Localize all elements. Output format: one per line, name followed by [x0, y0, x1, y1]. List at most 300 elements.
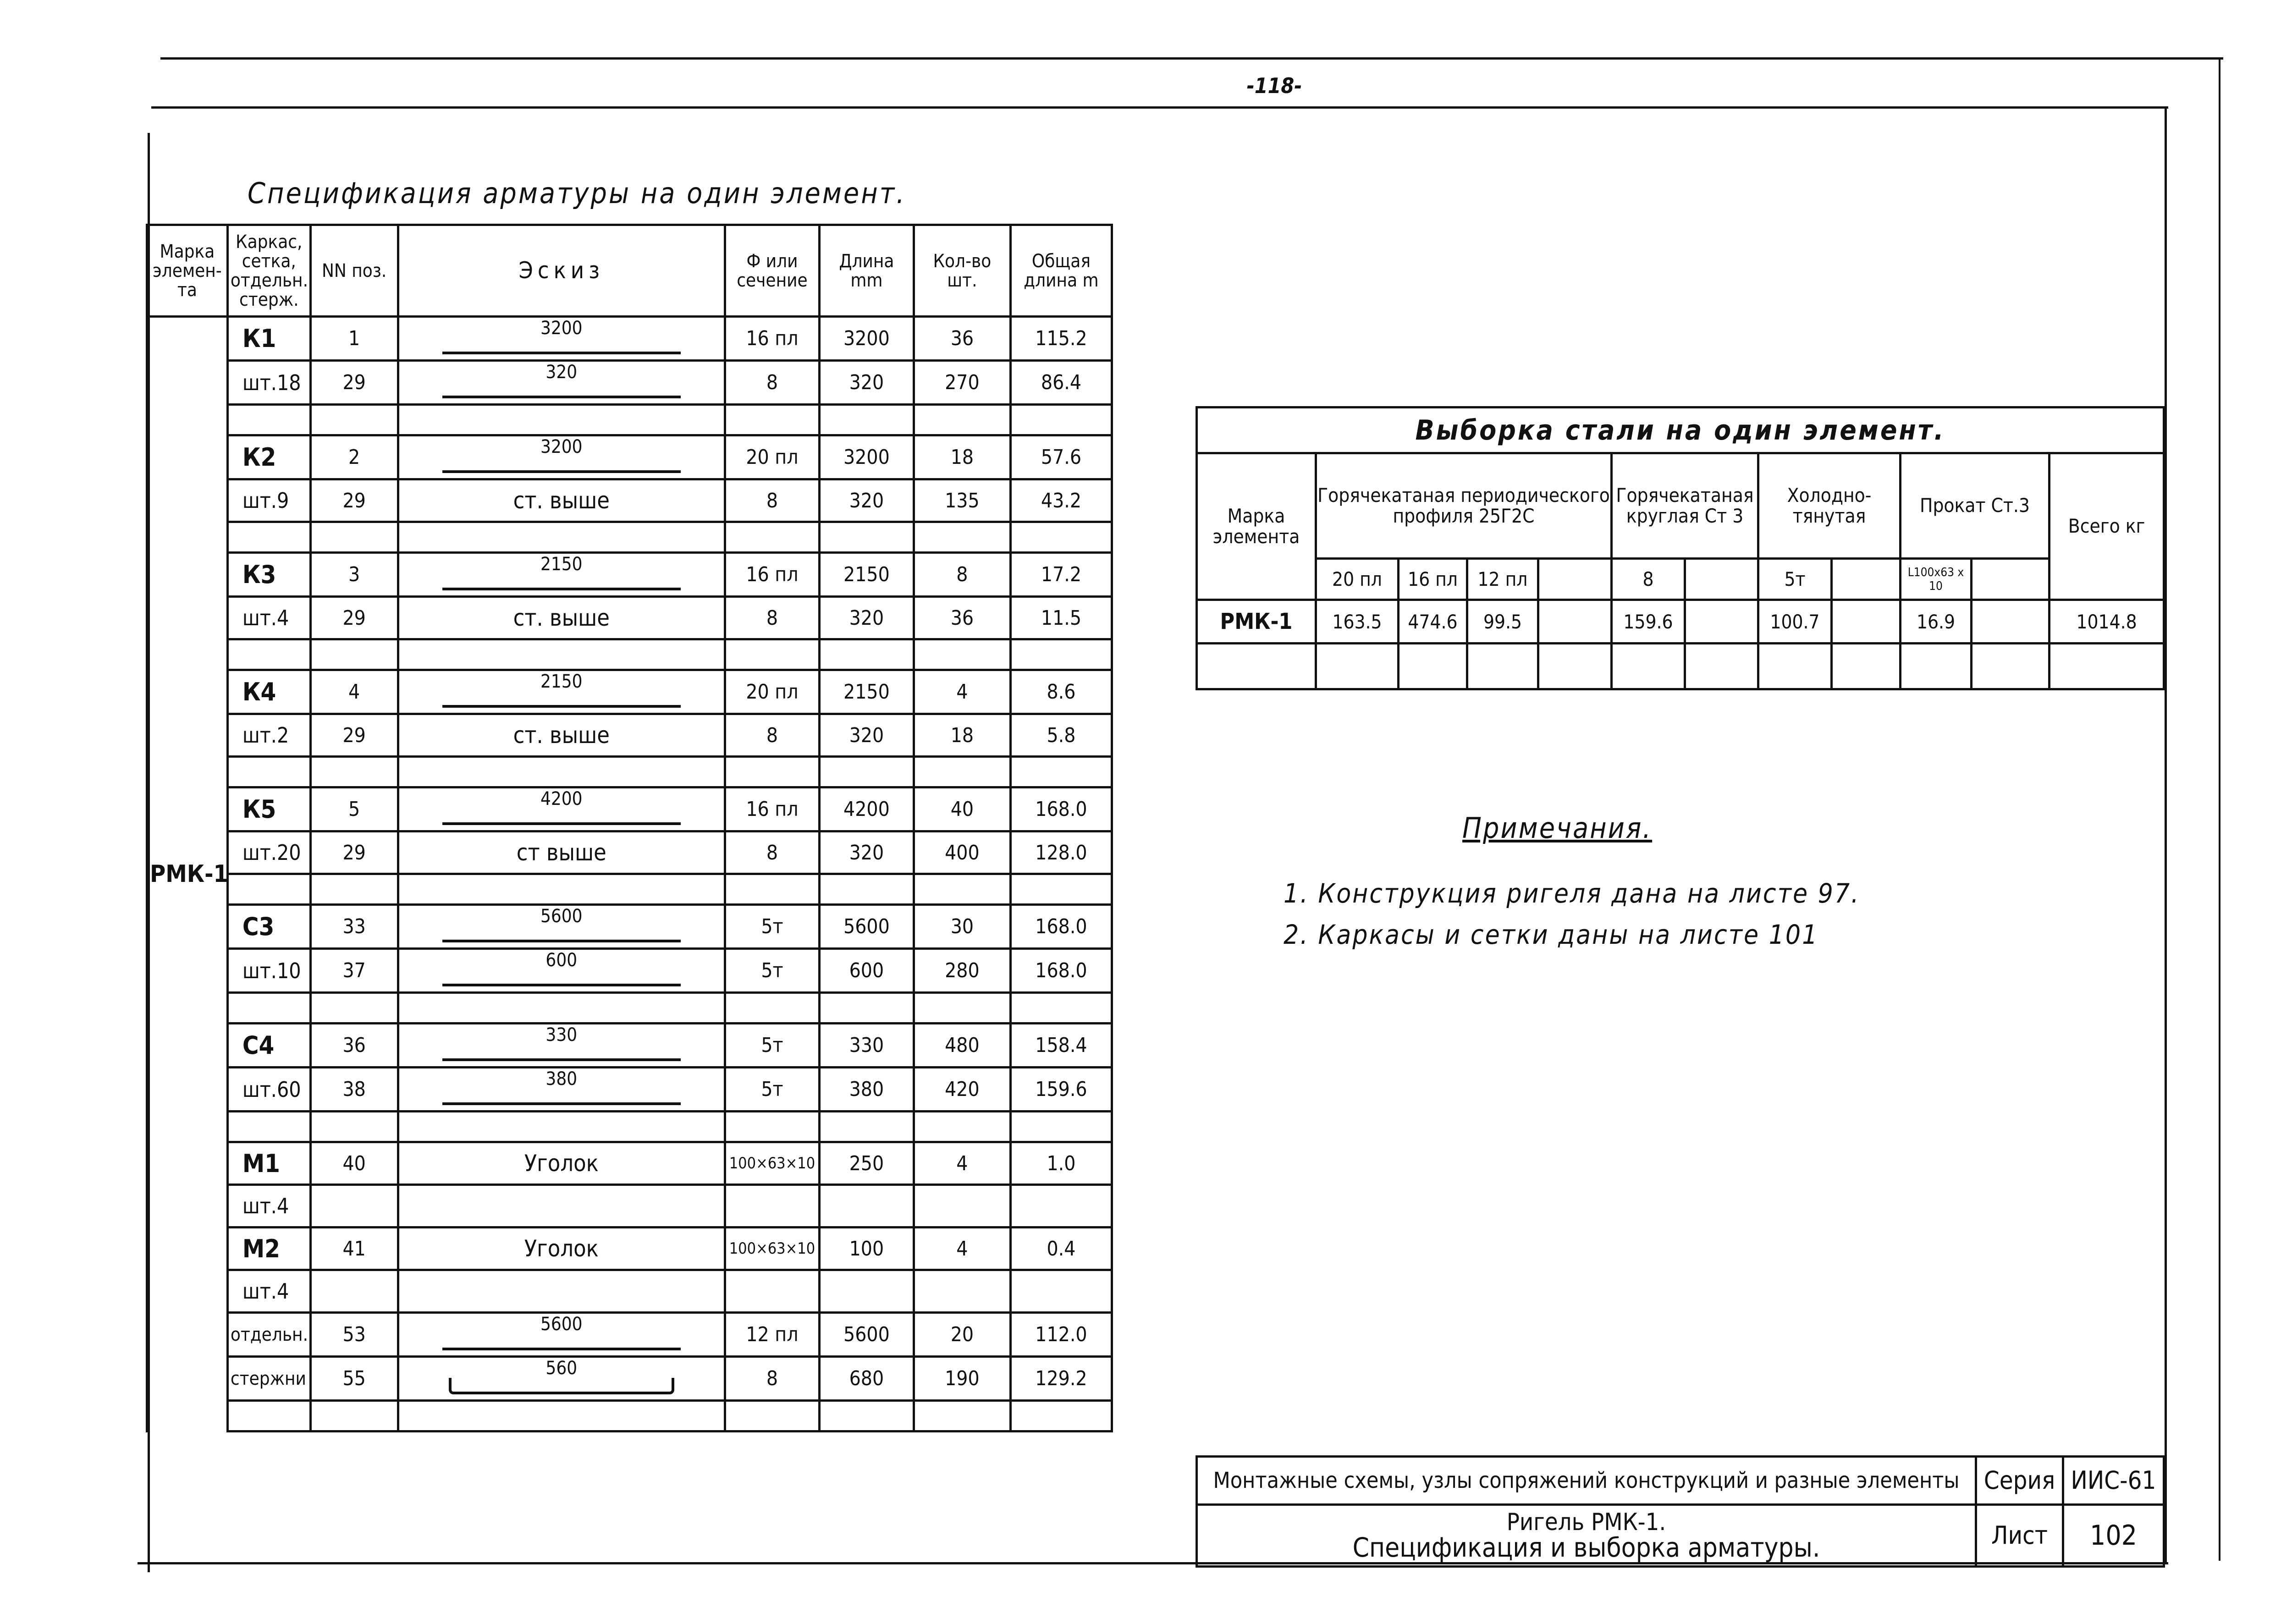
header-mark: Марка элемен-та — [147, 225, 228, 317]
frame-name: К4 — [227, 670, 310, 714]
spec-row — [147, 1068, 1112, 1112]
sketch-text: ст. выше — [513, 722, 610, 749]
empty-cell — [398, 1185, 725, 1228]
cell-dia: 12 пл — [725, 1313, 819, 1357]
empty-cell — [819, 993, 914, 1024]
cell-pos: 29 — [310, 714, 398, 757]
empty-cell — [227, 405, 310, 435]
steel-value: 159.6 — [1612, 600, 1685, 644]
frame-name: К5 — [227, 787, 310, 831]
frame-name: К1 — [227, 317, 310, 361]
cell-total: 168.0 — [1010, 787, 1112, 831]
empty-cell — [819, 874, 914, 905]
steel-mark-header: Марка элемента — [1197, 453, 1316, 600]
empty-cell — [398, 1401, 725, 1431]
steel-sub-header: 5т — [1758, 559, 1832, 600]
cell-cnt: 480 — [914, 1024, 1010, 1068]
empty-cell — [914, 874, 1010, 905]
cell-len: 3200 — [819, 317, 914, 361]
cell-dia: 8 — [725, 479, 819, 522]
sketch-dimension: 320 — [545, 362, 578, 383]
specification-table — [146, 224, 1113, 1432]
cell-cnt: 270 — [914, 361, 1010, 405]
steel-value: 99.5 — [1467, 600, 1538, 644]
sketch-dimension: 2150 — [540, 554, 583, 575]
sketch-cell — [398, 1068, 725, 1112]
cell-total: 1.0 — [1010, 1142, 1112, 1185]
sketch-text: ст. выше — [513, 605, 610, 631]
empty-cell — [398, 874, 725, 905]
sketch-dimension: 3200 — [540, 318, 583, 339]
steel-selection-table — [1196, 406, 2165, 690]
cell-pos: 29 — [310, 597, 398, 639]
frame-qty: шт.4 — [227, 597, 310, 639]
steel-sub-header — [1832, 559, 1901, 600]
note-1: 1. Конструкция ригеля дана на листе 97. — [1284, 878, 1860, 909]
empty-cell — [1010, 639, 1112, 670]
frame-name: М1 — [227, 1142, 310, 1185]
sketch-text: ст. выше — [513, 487, 610, 514]
empty-cell — [725, 1270, 819, 1313]
empty-cell — [310, 1185, 398, 1228]
empty-cell — [1197, 644, 1316, 689]
empty-cell — [725, 874, 819, 905]
sketch-cell — [398, 1357, 725, 1401]
cell-dia: 8 — [725, 714, 819, 757]
empty-cell — [819, 1112, 914, 1142]
notes-title: Примечания. — [1462, 811, 1653, 845]
sketch-cell — [398, 1228, 725, 1270]
steel-row-mark: РМК-1 — [1197, 600, 1316, 644]
empty-cell — [1010, 1270, 1112, 1313]
empty-cell — [398, 1112, 725, 1142]
empty-cell — [227, 522, 310, 553]
spec-row — [147, 1228, 1112, 1270]
empty-cell — [914, 522, 1010, 553]
cell-len: 320 — [819, 479, 914, 522]
header-diameter: Ф или сечение — [725, 225, 819, 317]
cell-dia: 5т — [725, 905, 819, 949]
empty-cell — [1832, 644, 1901, 689]
header-frame: Каркас, сетка, отдельн. стерж. — [227, 225, 310, 317]
empty-cell — [1010, 1112, 1112, 1142]
header-count: Кол-во шт. — [914, 225, 1010, 317]
cell-cnt: 36 — [914, 317, 1010, 361]
empty-cell — [227, 1401, 310, 1431]
steel-total-header: Всего кг — [2050, 453, 2164, 600]
cell-dia: 16 пл — [725, 787, 819, 831]
sketch-cell — [398, 435, 725, 479]
cell-len: 380 — [819, 1068, 914, 1112]
empty-cell — [398, 639, 725, 670]
cell-total: 168.0 — [1010, 905, 1112, 949]
cell-pos: 36 — [310, 1024, 398, 1068]
frame-qty: шт.9 — [227, 479, 310, 522]
spec-row — [147, 1185, 1112, 1228]
steel-cold-drawn: Холодно-тянутая — [1758, 453, 1901, 559]
empty-cell — [1010, 993, 1112, 1024]
rebar-sketch-line — [442, 940, 681, 942]
sketch-cell — [398, 787, 725, 831]
cell-cnt: 4 — [914, 1142, 1010, 1185]
right-outer-line — [2219, 57, 2220, 1561]
empty-cell — [1010, 757, 1112, 787]
cell-cnt: 400 — [914, 831, 1010, 874]
cell-dia: 16 пл — [725, 553, 819, 597]
spacer-row — [147, 874, 1112, 905]
spec-row — [147, 1270, 1112, 1313]
sketch-cell — [398, 670, 725, 714]
sketch-cell — [398, 1024, 725, 1068]
cell-pos: 41 — [310, 1228, 398, 1270]
cell-dia: 100×63×10 — [725, 1228, 819, 1270]
empty-cell — [310, 1270, 398, 1313]
sketch-cell — [398, 905, 725, 949]
spec-row — [147, 317, 1112, 361]
element-mark: РМК-1 — [147, 317, 228, 1431]
cell-dia: 8 — [725, 361, 819, 405]
spec-row — [147, 361, 1112, 405]
cell-pos: 2 — [310, 435, 398, 479]
sketch-dimension: 330 — [545, 1024, 578, 1046]
empty-cell — [1010, 1401, 1112, 1431]
empty-cell — [1467, 644, 1538, 689]
sketch-dimension: 5600 — [540, 1314, 583, 1335]
spec-row — [147, 1142, 1112, 1185]
empty-cell — [914, 405, 1010, 435]
empty-cell — [914, 757, 1010, 787]
spec-row — [147, 597, 1112, 639]
empty-cell — [398, 1270, 725, 1313]
cell-total: 128.0 — [1010, 831, 1112, 874]
cell-total: 158.4 — [1010, 1024, 1112, 1068]
steel-value: 163.5 — [1316, 600, 1399, 644]
cell-total: 86.4 — [1010, 361, 1112, 405]
sketch-dimension: 3200 — [540, 436, 583, 457]
sketch-cell — [398, 597, 725, 639]
spacer-row — [147, 757, 1112, 787]
rebar-sketch-line — [442, 1348, 681, 1350]
empty-cell — [310, 1112, 398, 1142]
frame-qty: шт.10 — [227, 949, 310, 993]
spec-row — [147, 479, 1112, 522]
sketch-dimension: 380 — [545, 1068, 578, 1090]
cell-pos: 53 — [310, 1313, 398, 1357]
empty-cell — [2050, 644, 2164, 689]
empty-cell — [725, 1401, 819, 1431]
steel-sub-header — [1685, 559, 1758, 600]
sketch-cell — [398, 1142, 725, 1185]
empty-cell — [914, 639, 1010, 670]
cell-dia: 8 — [725, 1357, 819, 1401]
cell-len: 2150 — [819, 670, 914, 714]
frame-name: С3 — [227, 905, 310, 949]
empty-cell — [1612, 644, 1685, 689]
steel-value: 100.7 — [1758, 600, 1832, 644]
empty-cell — [914, 1112, 1010, 1142]
empty-cell — [914, 993, 1010, 1024]
cell-total: 115.2 — [1010, 317, 1112, 361]
cell-cnt: 190 — [914, 1357, 1010, 1401]
header-length: Длина mm — [819, 225, 914, 317]
rebar-sketch-line — [442, 822, 681, 825]
empty-cell — [725, 757, 819, 787]
steel-value: 16.9 — [1901, 600, 1972, 644]
cell-pos: 37 — [310, 949, 398, 993]
cell-dia: 5т — [725, 1068, 819, 1112]
empty-cell — [725, 405, 819, 435]
sheet-label: Лист — [1976, 1505, 2063, 1567]
frame-qty: шт.2 — [227, 714, 310, 757]
cell-len: 2150 — [819, 553, 914, 597]
cell-len: 320 — [819, 831, 914, 874]
cell-len: 320 — [819, 361, 914, 405]
spec-row — [147, 670, 1112, 714]
spacer-row — [147, 405, 1112, 435]
cell-pos: 5 — [310, 787, 398, 831]
cell-cnt: 135 — [914, 479, 1010, 522]
sketch-dimension: 600 — [545, 950, 578, 971]
empty-cell — [1316, 644, 1399, 689]
sketch-cell — [398, 479, 725, 522]
sketch-cell — [398, 317, 725, 361]
cell-cnt: 18 — [914, 714, 1010, 757]
cell-dia: 5т — [725, 949, 819, 993]
spec-row — [147, 1024, 1112, 1068]
header-pos: NN поз. — [310, 225, 398, 317]
cell-pos: 55 — [310, 1357, 398, 1401]
frame-name: К2 — [227, 435, 310, 479]
empty-cell — [227, 639, 310, 670]
cell-cnt: 420 — [914, 1068, 1010, 1112]
cell-total: 129.2 — [1010, 1357, 1112, 1401]
empty-cell — [819, 757, 914, 787]
cell-len: 3200 — [819, 435, 914, 479]
cell-total: 17.2 — [1010, 553, 1112, 597]
empty-cell — [1901, 644, 1972, 689]
spacer-row — [147, 993, 1112, 1024]
empty-cell — [1010, 874, 1112, 905]
empty-cell — [725, 522, 819, 553]
empty-cell — [398, 993, 725, 1024]
sketch-cell — [398, 553, 725, 597]
spec-row — [147, 714, 1112, 757]
empty-cell — [398, 757, 725, 787]
steel-value — [1972, 600, 2050, 644]
note-2: 2. Каркасы и сетки даны на листе 101 — [1284, 919, 1819, 950]
sketch-cell — [398, 714, 725, 757]
empty-cell — [310, 522, 398, 553]
empty-cell — [310, 874, 398, 905]
empty-cell — [227, 993, 310, 1024]
frame-qty: шт.4 — [227, 1270, 310, 1313]
cell-len: 4200 — [819, 787, 914, 831]
empty-cell — [725, 1185, 819, 1228]
sketch-text: ст выше — [516, 839, 606, 866]
series-value: ИИС-61 — [2063, 1457, 2164, 1505]
header-total: Общая длина m — [1010, 225, 1112, 317]
steel-value: 474.6 — [1399, 600, 1467, 644]
steel-sub-header — [1972, 559, 2050, 600]
sketch-cell — [398, 1313, 725, 1357]
cell-len: 330 — [819, 1024, 914, 1068]
spec-row — [147, 949, 1112, 993]
steel-value — [1685, 600, 1758, 644]
title-block — [1196, 1455, 2165, 1568]
rebar-sketch-line — [442, 1058, 681, 1061]
sketch-cell — [398, 949, 725, 993]
cell-total: 11.5 — [1010, 597, 1112, 639]
cell-cnt: 30 — [914, 905, 1010, 949]
frame-name: отдельн. — [227, 1313, 310, 1357]
cell-pos: 38 — [310, 1068, 398, 1112]
steel-rolled: Прокат Ст.3 — [1901, 453, 2050, 559]
rebar-sketch-line — [442, 984, 681, 986]
cell-dia: 100×63×10 — [725, 1142, 819, 1185]
empty-cell — [1972, 644, 2050, 689]
spacer-row — [147, 1112, 1112, 1142]
rebar-sketch-line — [442, 352, 681, 354]
empty-cell — [725, 639, 819, 670]
sketch-dimension: 560 — [545, 1358, 578, 1379]
cell-pos: 1 — [310, 317, 398, 361]
sketch-text: Уголок — [524, 1150, 599, 1177]
empty-cell — [1685, 644, 1758, 689]
steel-sub-header: L100x63 x 10 — [1901, 559, 1972, 600]
cell-dia: 8 — [725, 597, 819, 639]
frame-qty: шт.18 — [227, 361, 310, 405]
cell-cnt: 4 — [914, 670, 1010, 714]
title-main — [1197, 1505, 1976, 1567]
frame-name: М2 — [227, 1228, 310, 1270]
sketch-text: Уголок — [524, 1235, 599, 1262]
cell-pos: 33 — [310, 905, 398, 949]
empty-cell — [914, 1270, 1010, 1313]
steel-hot-periodic: Горячекатаная периодического профиля 25Г2С — [1316, 453, 1612, 559]
cell-len: 100 — [819, 1228, 914, 1270]
cell-total: 0.4 — [1010, 1228, 1112, 1270]
rebar-sketch-line — [442, 396, 681, 398]
frame-name: С4 — [227, 1024, 310, 1068]
empty-cell — [819, 1270, 914, 1313]
spec-row — [147, 1357, 1112, 1401]
rebar-sketch-line — [442, 705, 681, 708]
empty-cell — [1758, 644, 1832, 689]
empty-cell — [310, 757, 398, 787]
empty-cell — [819, 405, 914, 435]
frame-qty: шт.60 — [227, 1068, 310, 1112]
cell-pos: 4 — [310, 670, 398, 714]
right-frame-line — [2165, 106, 2167, 1564]
title-line-3: Спецификация и выборка арматуры. — [1352, 1532, 1820, 1563]
frame-name: К3 — [227, 553, 310, 597]
steel-hot-round: Горячекатаная круглая Ст 3 — [1612, 453, 1758, 559]
spec-row — [147, 435, 1112, 479]
cell-len: 680 — [819, 1357, 914, 1401]
cell-cnt: 20 — [914, 1313, 1010, 1357]
steel-value — [1832, 600, 1901, 644]
empty-cell — [227, 1112, 310, 1142]
cell-cnt: 18 — [914, 435, 1010, 479]
empty-cell — [227, 874, 310, 905]
frame-qty: шт.20 — [227, 831, 310, 874]
empty-cell — [1399, 644, 1467, 689]
spacer-row — [147, 522, 1112, 553]
cell-dia: 20 пл — [725, 670, 819, 714]
spec-row — [147, 831, 1112, 874]
steel-total-value: 1014.8 — [2050, 600, 2164, 644]
cell-dia: 20 пл — [725, 435, 819, 479]
cell-dia: 8 — [725, 831, 819, 874]
cell-total: 5.8 — [1010, 714, 1112, 757]
cell-pos: 3 — [310, 553, 398, 597]
cell-pos: 29 — [310, 361, 398, 405]
empty-cell — [310, 993, 398, 1024]
cell-dia: 16 пл — [725, 317, 819, 361]
cell-cnt: 40 — [914, 787, 1010, 831]
empty-cell — [1010, 405, 1112, 435]
empty-cell — [310, 639, 398, 670]
empty-cell — [310, 405, 398, 435]
cell-total: 112.0 — [1010, 1313, 1112, 1357]
cell-cnt: 8 — [914, 553, 1010, 597]
steel-sub-header: 20 пл — [1316, 559, 1399, 600]
title-line-2: Ригель РМК-1. — [1506, 1508, 1666, 1536]
empty-cell — [819, 522, 914, 553]
inner-top-frame-line — [151, 106, 2168, 109]
empty-cell — [1010, 522, 1112, 553]
spec-row — [147, 1313, 1112, 1357]
empty-cell — [819, 639, 914, 670]
empty-cell — [725, 1112, 819, 1142]
spec-row — [147, 787, 1112, 831]
cell-len: 250 — [819, 1142, 914, 1185]
spacer-row — [147, 1401, 1112, 1431]
frame-qty: шт.4 — [227, 1185, 310, 1228]
empty-cell — [819, 1185, 914, 1228]
cell-cnt: 4 — [914, 1228, 1010, 1270]
empty-cell — [1010, 1185, 1112, 1228]
sketch-cell — [398, 361, 725, 405]
cell-total: 159.6 — [1010, 1068, 1112, 1112]
cell-len: 320 — [819, 714, 914, 757]
cell-total: 57.6 — [1010, 435, 1112, 479]
cell-total: 168.0 — [1010, 949, 1112, 993]
rebar-sketch-line — [449, 1378, 674, 1394]
cell-len: 5600 — [819, 905, 914, 949]
cell-pos: 29 — [310, 479, 398, 522]
frame-qty: стержни — [227, 1357, 310, 1401]
cell-total: 8.6 — [1010, 670, 1112, 714]
cell-dia: 5т — [725, 1024, 819, 1068]
header-sketch: Эскиз — [398, 225, 725, 317]
cell-pos: 29 — [310, 831, 398, 874]
steel-sub-header: 12 пл — [1467, 559, 1538, 600]
cell-cnt: 280 — [914, 949, 1010, 993]
spec-row — [147, 905, 1112, 949]
empty-cell — [310, 1401, 398, 1431]
cell-len: 320 — [819, 597, 914, 639]
empty-cell — [914, 1185, 1010, 1228]
sketch-dimension: 4200 — [540, 788, 583, 809]
steel-title: Выборка стали на один элемент. — [1197, 407, 2164, 453]
rebar-sketch-line — [442, 1102, 681, 1105]
rebar-sketch-line — [442, 470, 681, 473]
sketch-dimension: 5600 — [540, 906, 583, 927]
spacer-row — [147, 639, 1112, 670]
empty-cell — [914, 1401, 1010, 1431]
steel-value — [1538, 600, 1612, 644]
